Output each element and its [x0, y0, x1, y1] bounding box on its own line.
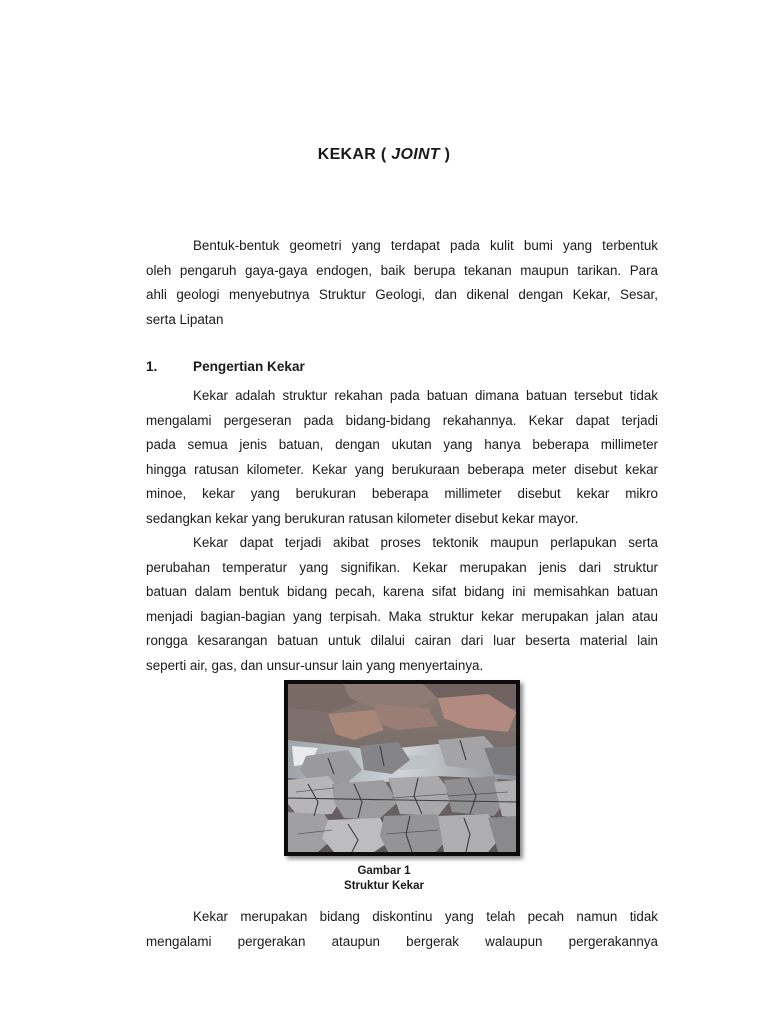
title-close: ): [444, 146, 451, 163]
title-italic-text: JOINT: [391, 146, 440, 163]
text-line: serta Lipatan: [146, 311, 224, 327]
paragraph-1: [146, 384, 658, 531]
text-line: Kekar merupakan bidang diskontinu yang telah pecah namun tidak: [193, 909, 658, 924]
rock-photo-illustration: [288, 684, 516, 852]
text-line: rongga kesarangan batuan untuk dilalui cairan dari luar beserta material lain: [146, 633, 658, 648]
intro-paragraph: [146, 234, 658, 332]
text-line: menjadi bagian-bagian yang terpisah. Maka struktur kekar merupakan jalan atau: [146, 608, 658, 624]
section-number: 1.: [146, 359, 158, 374]
title-text: KEKAR (: [317, 146, 387, 163]
text-line: hingga ratusan kilometer. Kekar yang berukuraan beberapa meter disebut kekar: [146, 461, 658, 477]
paragraph-2: [146, 531, 658, 678]
figure-caption-number: Gambar 1: [357, 865, 411, 877]
text-line: minoe, kekar yang berukuran beberapa millimeter disebut kekar mikro: [146, 486, 658, 501]
text-line: pada semua jenis batuan, dengan ukutan yang hanya beberapa millimeter: [146, 437, 658, 452]
paragraph-3: [146, 905, 658, 954]
text-line: Bentuk-bentuk geometri yang terdapat pada kulit bumi yang terbentuk: [193, 238, 658, 253]
text-line: ahli geologi menyebutnya Struktur Geologi, dan dikenal dengan Kekar, Sesar,: [146, 287, 658, 302]
text-line: seperti air, gas, dan unsur-unsur lain yang menyertainya.: [146, 657, 484, 673]
text-line: Kekar dapat terjadi akibat proses tektonik maupun perlapukan serta: [193, 535, 658, 550]
rock-joint-photo: [284, 680, 520, 856]
text-line: oleh pengaruh gaya-gaya endogen, baik berupa tekanan maupun tarikan. Para: [146, 262, 658, 278]
text-line: batuan dalam bentuk bidang pecah, karena sifat bidang ini memisahkan batuan: [146, 584, 658, 599]
section-heading: [146, 359, 305, 374]
figure-caption-title: Struktur Kekar: [344, 880, 424, 892]
text-line: Kekar adalah struktur rekahan pada batuan dimana batuan tersebut tidak: [193, 388, 658, 403]
text-line: perubahan temperatur yang signifikan. Kekar merupakan jenis dari struktur: [146, 559, 658, 575]
section-title: Pengertian Kekar: [193, 359, 305, 374]
text-line: mengalami pergerakan ataupun bergerak walaupun pergerakannya: [146, 933, 658, 949]
text-line: mengalami pergeseran pada bidang-bidang rekahannya. Kekar dapat terjadi: [146, 412, 658, 428]
page-title: [0, 146, 768, 164]
text-line: sedangkan kekar yang berukuran ratusan kilometer disebut kekar mayor.: [146, 510, 579, 526]
